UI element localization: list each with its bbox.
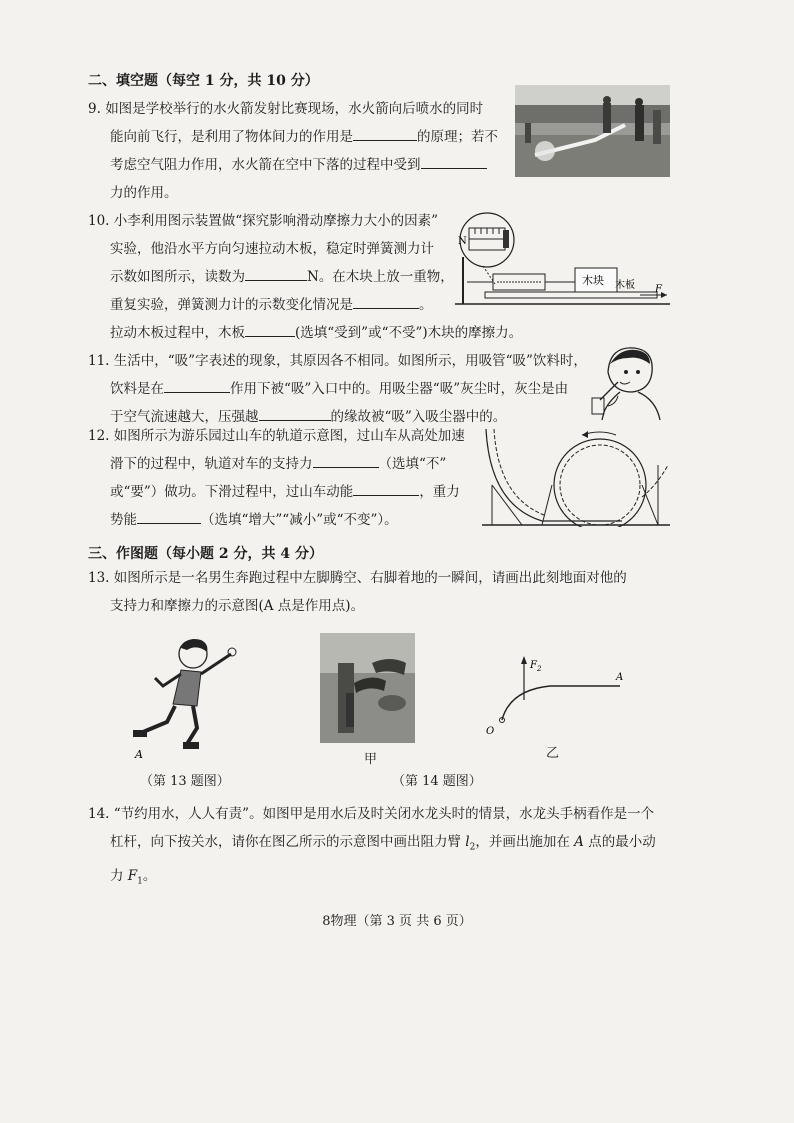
running-boy-illustration xyxy=(125,632,240,762)
roller-coaster-diagram xyxy=(482,425,670,527)
section-3-title: 三、作图题（每小题 2 分，共 4 分） xyxy=(88,546,323,562)
answer-blank[interactable] xyxy=(313,453,379,468)
q9-number: 9. xyxy=(88,101,101,117)
magnifier-n-label: N xyxy=(458,236,467,247)
water-rocket-photo xyxy=(515,85,670,177)
block-label: 木块 xyxy=(582,274,604,287)
f2-label: $F_2$ xyxy=(530,660,542,673)
question-13: 13. 如图所示是一名男生奔跑过程中左脚腾空、右脚着地的一瞬间，请画出此刻地面对他的 支持力和摩擦力的示意图(A 点是作用点)。 xyxy=(88,570,627,614)
answer-blank[interactable] xyxy=(353,126,417,141)
force-f-label: F xyxy=(655,284,662,295)
figure-yi-label: 乙 xyxy=(546,746,560,761)
boy-drinking-straw-illustration xyxy=(590,342,665,422)
q13-number: 13. xyxy=(88,570,110,586)
answer-blank[interactable] xyxy=(421,154,487,169)
answer-blank[interactable] xyxy=(137,509,201,524)
show-through-text xyxy=(430,70,444,90)
question-12: 12. 如图所示为游乐园过山车的轨道示意图，过山车从高处加速 滑下的过程中，轨道对车的支持力 （选填“不” 或“要”）做功。下滑过程中，过山车动能 ，重力 势能 （选填“增大”“减小”或“不变”）。 xyxy=(88,428,465,528)
question-11: 11. 生活中，“吸”字表述的现象，其原因各不相同。如图所示，用吸管“吸”饮料时， 饮料是在 作用下被“吸”入口中的。用吸尘器“吸”灰尘时，灰尘是由 于空气流速越大，压强越 的缘故被“吸”入吸尘器中的。 xyxy=(88,353,587,425)
q14-number: 14. xyxy=(88,806,110,822)
answer-blank[interactable] xyxy=(259,406,331,421)
page-footer: 8物理（第 3 页 共 6 页） xyxy=(322,914,472,929)
friction-experiment-diagram xyxy=(455,212,670,307)
q13-caption: （第 13 题图） xyxy=(140,774,230,789)
answer-blank[interactable] xyxy=(245,322,295,337)
q10-number: 10. xyxy=(88,213,110,229)
q14-caption: （第 14 题图） xyxy=(392,774,482,789)
answer-blank[interactable] xyxy=(353,481,419,496)
question-10: 10. 小李利用图示装置做“探究影响滑动摩擦力大小的因素” 实验，他沿水平方向匀速拉动木板，稳定时弹簧测力计 示数如图所示，读数为 N。在木块上放一重物， 重复实验，弹簧测力计的示数变化情况是 。 拉动木板过程中，木板 (选填“受到”或“不受”)木块的摩擦力。 xyxy=(88,213,523,341)
question-14: 14. “节约用水，人人有责”。如图甲是用水后及时关闭水龙头时的情景，水龙头手柄看作是一个 杠杆，向下按关水，请你在图乙所示的示意图中画出阻力臂 $l_2$，并画出施加在 A 点的最小动 力 $F_1$。 xyxy=(88,806,656,887)
q11-number: 11. xyxy=(88,353,110,369)
answer-blank[interactable] xyxy=(353,294,419,309)
q12-number: 12. xyxy=(88,428,110,444)
point-a-label: A xyxy=(135,748,143,761)
answer-blank[interactable] xyxy=(245,266,307,281)
question-9: 9. 如图是学校举行的水火箭发射比赛现场，水火箭向后喷水的同时 能向前飞行，是利用了物体间力的作用是 的原理；若不 考虑空气阻力作用，水火箭在空中下落的过程中受到 力的作用。 xyxy=(88,101,498,201)
point-a-label: A xyxy=(616,672,624,683)
pivot-o-label: O xyxy=(486,726,495,737)
faucet-photo-jia xyxy=(320,633,415,743)
lever-diagram-yi xyxy=(480,650,640,740)
answer-blank[interactable] xyxy=(164,378,230,393)
board-label: 木板 xyxy=(615,280,635,291)
figure-jia-label: 甲 xyxy=(364,752,378,767)
section-2-title: 二、填空题（每空 1 分，共 10 分） xyxy=(88,73,319,89)
